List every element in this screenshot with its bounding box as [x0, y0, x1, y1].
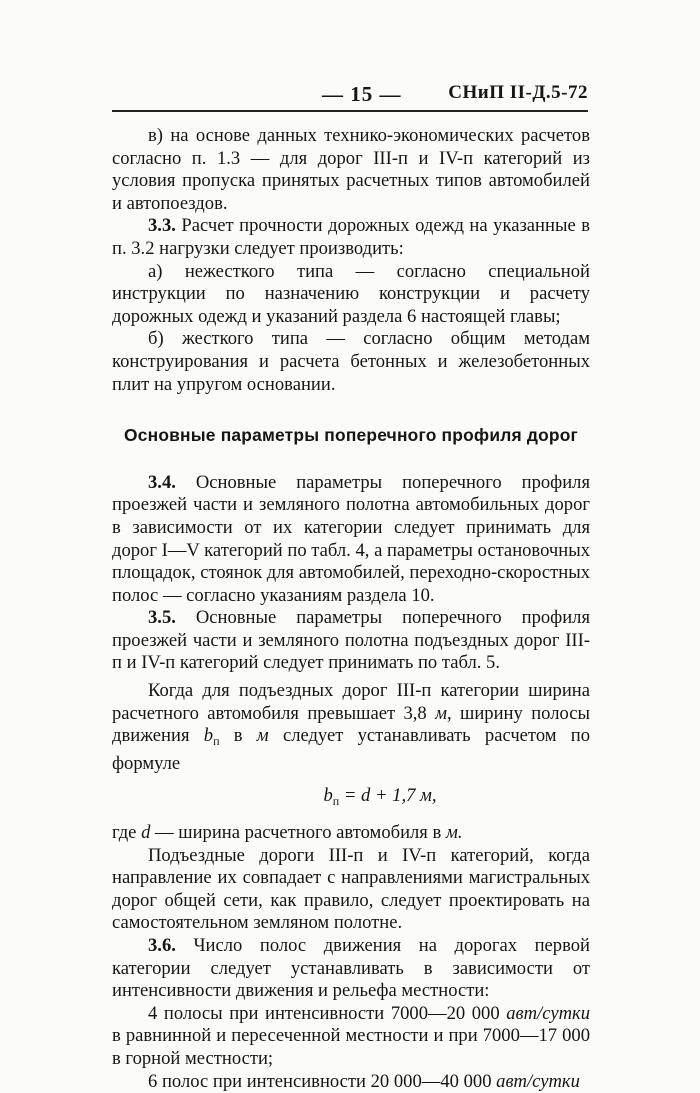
unit: авт/сутки [506, 1002, 590, 1024]
formula-expression: = d + 1,7 м, [343, 785, 437, 807]
formula-subscript: п [332, 794, 340, 809]
unit: м [256, 725, 269, 747]
text-fragment: 6 полос при интенсивности 20 000—40 000 [148, 1070, 492, 1092]
paragraph-lane-width [112, 680, 590, 775]
text-fragment: в равнинной и пересеченной местности и при 7000—17 000 в горной местности; [112, 1025, 590, 1069]
text-fragment: 4 полосы при интенсивности 7000—20 000 [148, 1002, 500, 1024]
text-fragment: следует устанавливать расчетом по формуле [112, 725, 591, 774]
formula [170, 785, 590, 813]
clause-number: 3.4. [148, 471, 176, 493]
unit: м. [445, 822, 463, 844]
subscript: п [213, 734, 220, 749]
section-heading: Основные параметры поперечного профиля дорог [124, 425, 578, 446]
paragraph-v: в) на основе данных технико-экономических расчетов согласно п. 1.3 — для дорог III-п и IV-п категорий из условия пропуска принятых расчетных типов автомобилей и автопоездов. [112, 125, 590, 214]
clause-number: 3.3. [148, 215, 176, 237]
text-fragment: — ширина расчетного автомобиля в [155, 822, 442, 844]
paragraph-3-3 [112, 215, 590, 260]
paragraph-text: Основные параметры поперечного профиля проезжей части и земляного полотна подъездных дорог III-п и IV-п категорий следует принимать по табл. 5. [112, 607, 590, 674]
paragraph-6-lanes [112, 1071, 590, 1093]
paragraph-3-4 [112, 472, 590, 608]
page-body [112, 125, 590, 1093]
page-number: — 15 — [322, 82, 402, 106]
paragraph-3-3-a: а) нежесткого типа — согласно специальной инструкции по назначению конструкции и расчету дорожных одежд и указаний раздела 6 настоящей главы; [112, 260, 590, 327]
text-fragment: в [233, 725, 243, 747]
formula-legend [112, 822, 590, 845]
paragraph-3-6 [112, 935, 590, 1003]
page-header [112, 82, 588, 112]
unit: авт/сутки [496, 1070, 580, 1092]
paragraph-text: Число полос движения на дорогах первой категории следует устанавливать в зависимости от интенсивности движения и рельефа местности: [112, 935, 590, 1002]
paragraph-4-lanes [112, 1003, 590, 1071]
symbol: d [141, 822, 151, 844]
paragraph-text: Расчет прочности дорожных одежд на указанные в п. 3.2 нагрузки следует производить: [112, 215, 590, 259]
clause-number: 3.6. [148, 935, 176, 956]
text-fragment: , ширину полосы движения [112, 702, 590, 747]
symbol-b [203, 725, 220, 749]
text-fragment: где [112, 822, 137, 844]
text-fragment: Когда для подъездных дорог III-п категории ширина расчетного автомобиля превышает 3,8 [112, 680, 590, 724]
paragraph-access-roads: Подъездные дороги III-п и IV-п категорий, когда направление их совпадает с направлениями магистральных дорог общей сети, как правило, следует проектировать на самостоятельном земляном полотне. [112, 844, 590, 934]
header-rule [112, 110, 588, 112]
formula-symbol: b [323, 785, 333, 807]
paragraph-3-5 [112, 607, 590, 675]
clause-number: 3.5. [148, 607, 176, 629]
document-code: СНиП II-Д.5-72 [448, 82, 588, 103]
symbol: b [203, 725, 214, 747]
unit: м [435, 702, 447, 724]
paragraph-3-3-b: б) жесткого типа — согласно общим методам конструирования и расчета бетонных и железобетонных плит на упругом основании. [112, 328, 590, 395]
paragraph-text: Основные параметры поперечного профиля проезжей части и земляного полотна автомобильных дорог в зависимости от их категории следует принимать для дорог I—V категорий по табл. 4, а параметры остановочных площадок, стоянок для автомобилей, переходно-скоростных полос — согласно указаниям раздела 10. [112, 471, 590, 606]
